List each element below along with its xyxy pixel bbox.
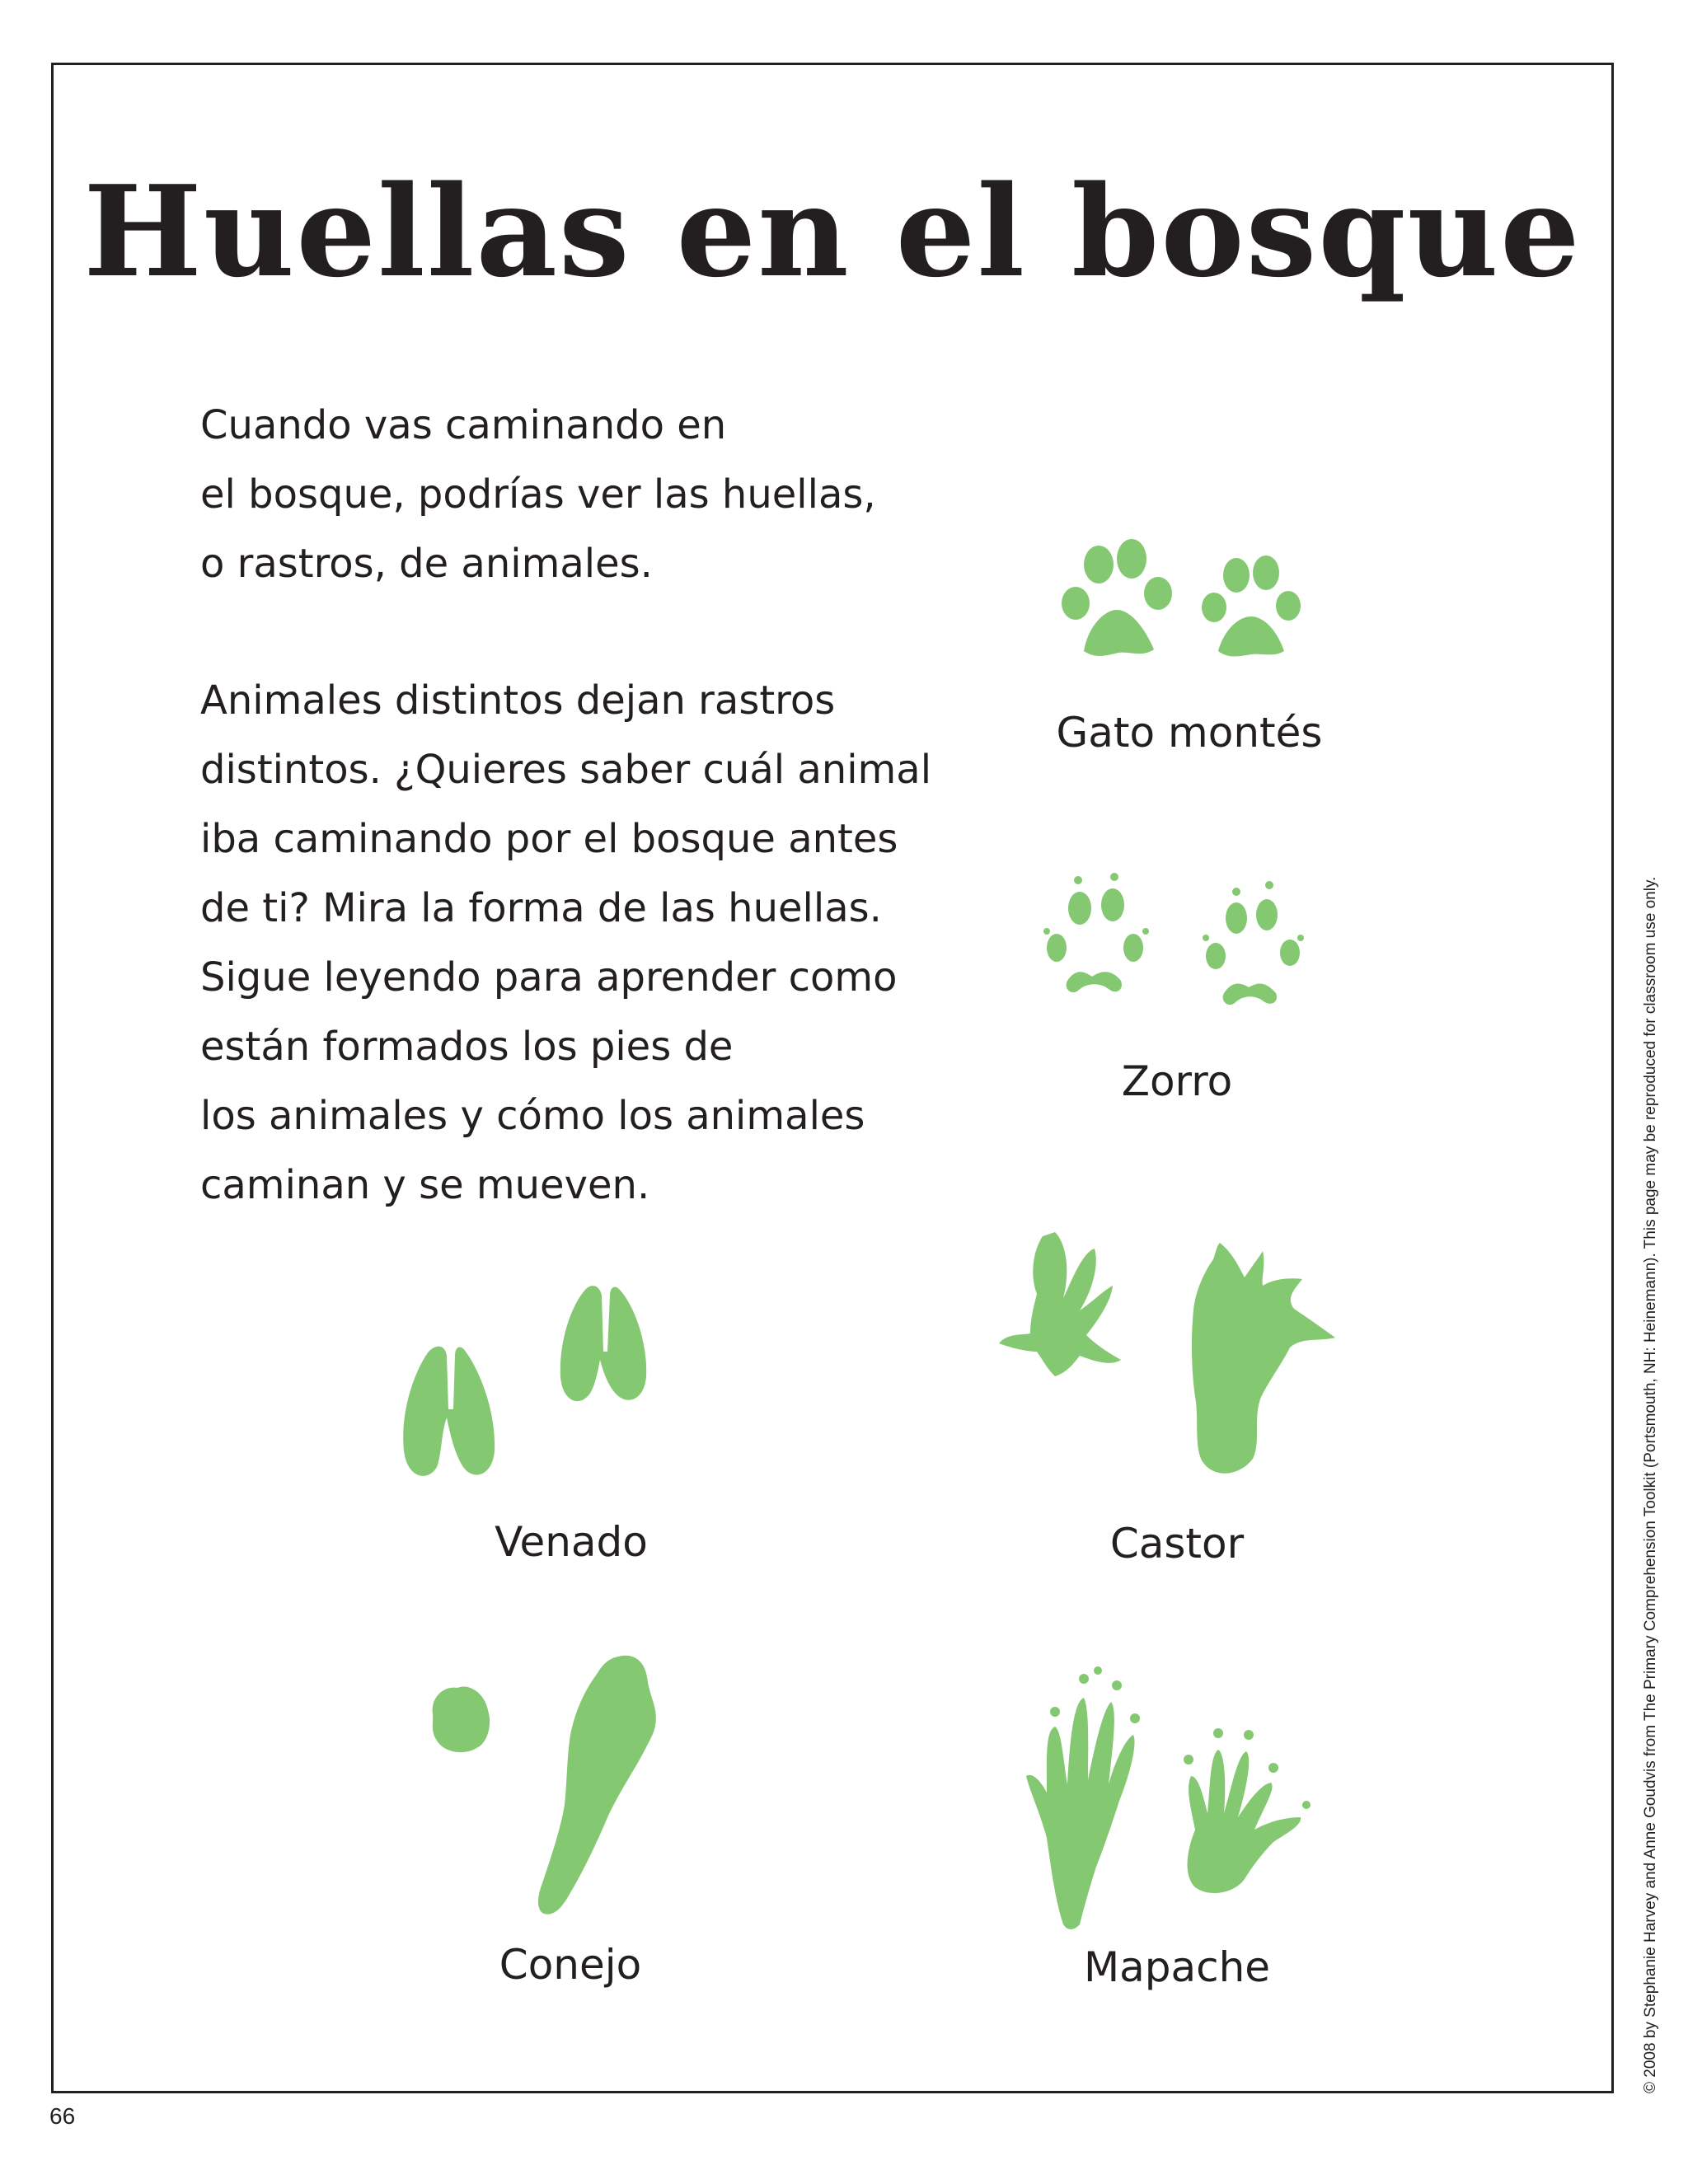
paragraph-line: Cuando vas caminando en	[200, 402, 727, 448]
page-number: 66	[49, 2103, 76, 2129]
raccoon-footprints-icon	[1022, 1652, 1335, 1933]
paragraph-line: iba caminando por el bosque antes	[200, 816, 898, 862]
intro-paragraph	[200, 391, 876, 598]
bobcat-paw-prints-icon	[1051, 527, 1323, 668]
track-label-raccoon: Mapache	[1083, 1943, 1271, 1991]
paragraph-line: Animales distintos dejan rastros	[200, 677, 836, 724]
track-label-rabbit: Conejo	[499, 1941, 642, 1989]
beaver-footprints-icon	[997, 1228, 1360, 1500]
paragraph-line: Sigue leyendo para aprender como	[200, 954, 898, 1001]
paragraph-line: están formados los pies de	[200, 1024, 734, 1070]
track-label-beaver: Castor	[1109, 1520, 1245, 1568]
page-title: Huellas en el bosque	[83, 157, 1582, 305]
paragraph-line: distintos. ¿Quieres saber cuál animal	[200, 747, 932, 793]
track-label-deer: Venado	[495, 1518, 648, 1566]
paragraph-line: de ti? Mira la forma de las huellas.	[200, 885, 882, 931]
fox-paw-prints-icon	[1039, 865, 1319, 1014]
paragraph-line: o rastros, de animales.	[200, 541, 653, 587]
copyright-notice: © 2008 by Stephanie Harvey and Anne Goudvis from The Primary Comprehension Toolkit (Portsmouth, NH: Heinemann). This page may be reproduced for classroom use only.	[1642, 876, 1659, 2093]
track-label-fox: Zorro	[1121, 1057, 1233, 1105]
paragraph-line: los animales y cómo los animales	[200, 1093, 865, 1139]
deer-hoof-prints-icon	[396, 1277, 692, 1508]
paragraph-line: caminan y se mueven.	[200, 1162, 650, 1208]
paragraph-line: el bosque, podrías ver las huellas,	[200, 471, 876, 518]
track-label-bobcat: Gato montés	[1056, 709, 1323, 757]
body-paragraph	[200, 666, 931, 1220]
rabbit-footprints-icon	[420, 1648, 701, 1929]
